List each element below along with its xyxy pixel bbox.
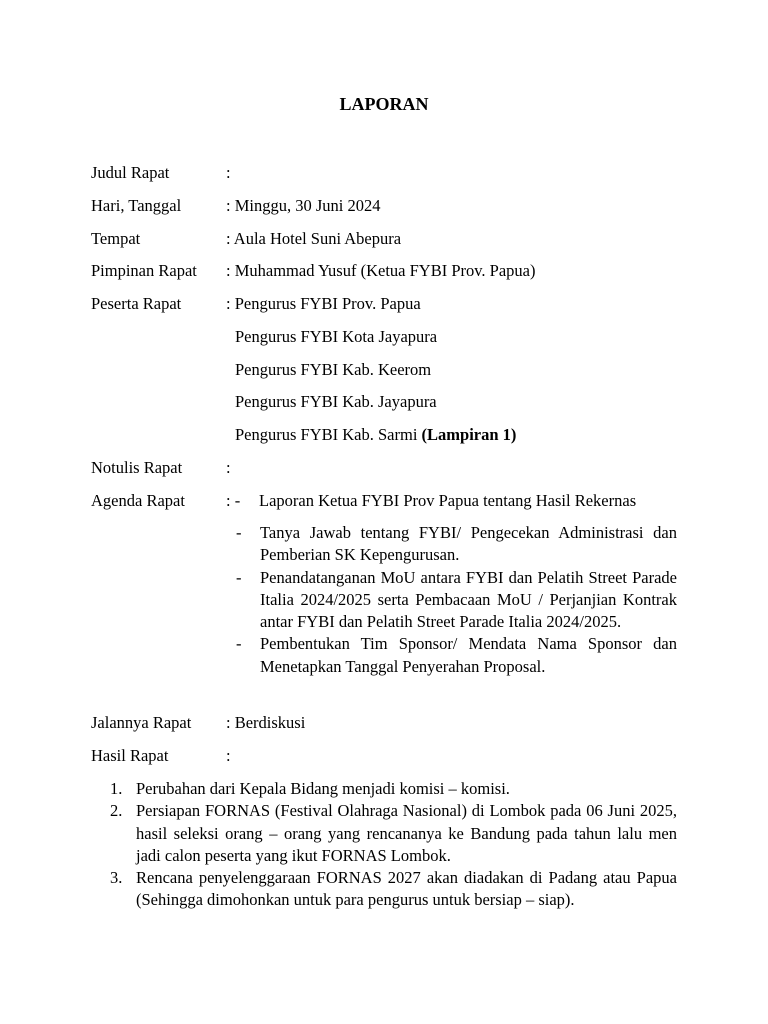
list-item	[236, 522, 677, 567]
agenda-list	[236, 522, 677, 678]
peserta-line-last	[235, 424, 516, 446]
list-number: 3.	[110, 868, 123, 888]
document-title: LAPORAN	[339, 94, 429, 114]
hasil-list	[110, 778, 677, 912]
field-value: : Muhammad Yusuf (Ketua FYBI Prov. Papua)	[226, 261, 536, 280]
field-value: :	[226, 458, 231, 477]
list-item-text: Persiapan FORNAS (Festival Olahraga Nasional) di Lombok pada 06 Juni 2025, hasil seleksi orang – orang yang rencananya ke Bandung pada tahun lalu men jadi calon peserta yang ikut FORNAS Lombok.	[136, 801, 677, 865]
bullet: -	[236, 567, 242, 587]
agenda-first-item: Laporan Ketua FYBI Prov Papua tentang Hasil Rekernas	[259, 491, 637, 510]
field-label: Hasil Rapat	[91, 746, 169, 765]
list-number: 2.	[110, 801, 123, 821]
list-item	[110, 778, 677, 800]
list-item-text: Perubahan dari Kepala Bidang menjadi komisi – komisi.	[136, 779, 510, 798]
field-label: Pimpinan Rapat	[91, 261, 197, 280]
list-item-text: Rencana penyelenggaraan FORNAS 2027 akan diadakan di Padang atau Papua (Sehingga dimohonkan untuk para pengurus untuk bersiap – siap).	[136, 868, 677, 910]
list-item	[236, 567, 677, 634]
field-value: : Berdiskusi	[226, 713, 306, 732]
list-item-text: Tanya Jawab tentang FYBI/ Pengecekan Administrasi dan Pemberian SK Kepengurusan.	[260, 523, 677, 565]
bullet: -	[236, 523, 242, 542]
field-value: : Aula Hotel Suni Abepura	[226, 229, 402, 248]
field-value: : Pengurus FYBI Prov. Papua	[226, 294, 421, 313]
field-value: : Minggu, 30 Juni 2024	[226, 196, 381, 215]
list-item-text: Penandatanganan MoU antara FYBI dan Pelatih Street Parade Italia 2024/2025 serta Pembacaan MoU / Perjanjian Kontrak antar FYBI dan Pelatih Street Parade Italia 2024/2025.	[260, 567, 677, 632]
peserta-line: Pengurus FYBI Kab. Jayapura	[235, 392, 437, 411]
field-label: Hari, Tanggal	[91, 196, 182, 215]
field-label: Tempat	[91, 229, 141, 248]
list-item	[110, 800, 677, 867]
field-value: :	[226, 746, 231, 765]
field-label: Peserta Rapat	[91, 294, 182, 313]
field-label: Jalannya Rapat	[91, 713, 192, 732]
list-item	[236, 633, 677, 678]
attachment-label: (Lampiran 1)	[421, 425, 517, 444]
list-number: 1.	[110, 779, 123, 798]
field-label: Notulis Rapat	[91, 458, 183, 477]
list-item-text: Pembentukan Tim Sponsor/ Mendata Nama Sponsor dan Menetapkan Tanggal Penyerahan Proposal.	[260, 634, 677, 676]
field-value: : -	[226, 491, 241, 510]
field-label: Judul Rapat	[91, 163, 170, 182]
field-label: Agenda Rapat	[91, 491, 185, 510]
peserta-line: Pengurus FYBI Kab. Sarmi	[235, 425, 422, 444]
field-value: :	[226, 163, 231, 182]
bullet: -	[236, 634, 242, 654]
list-item	[110, 867, 677, 912]
peserta-line: Pengurus FYBI Kab. Keerom	[235, 360, 432, 379]
peserta-line: Pengurus FYBI Kota Jayapura	[235, 327, 438, 346]
